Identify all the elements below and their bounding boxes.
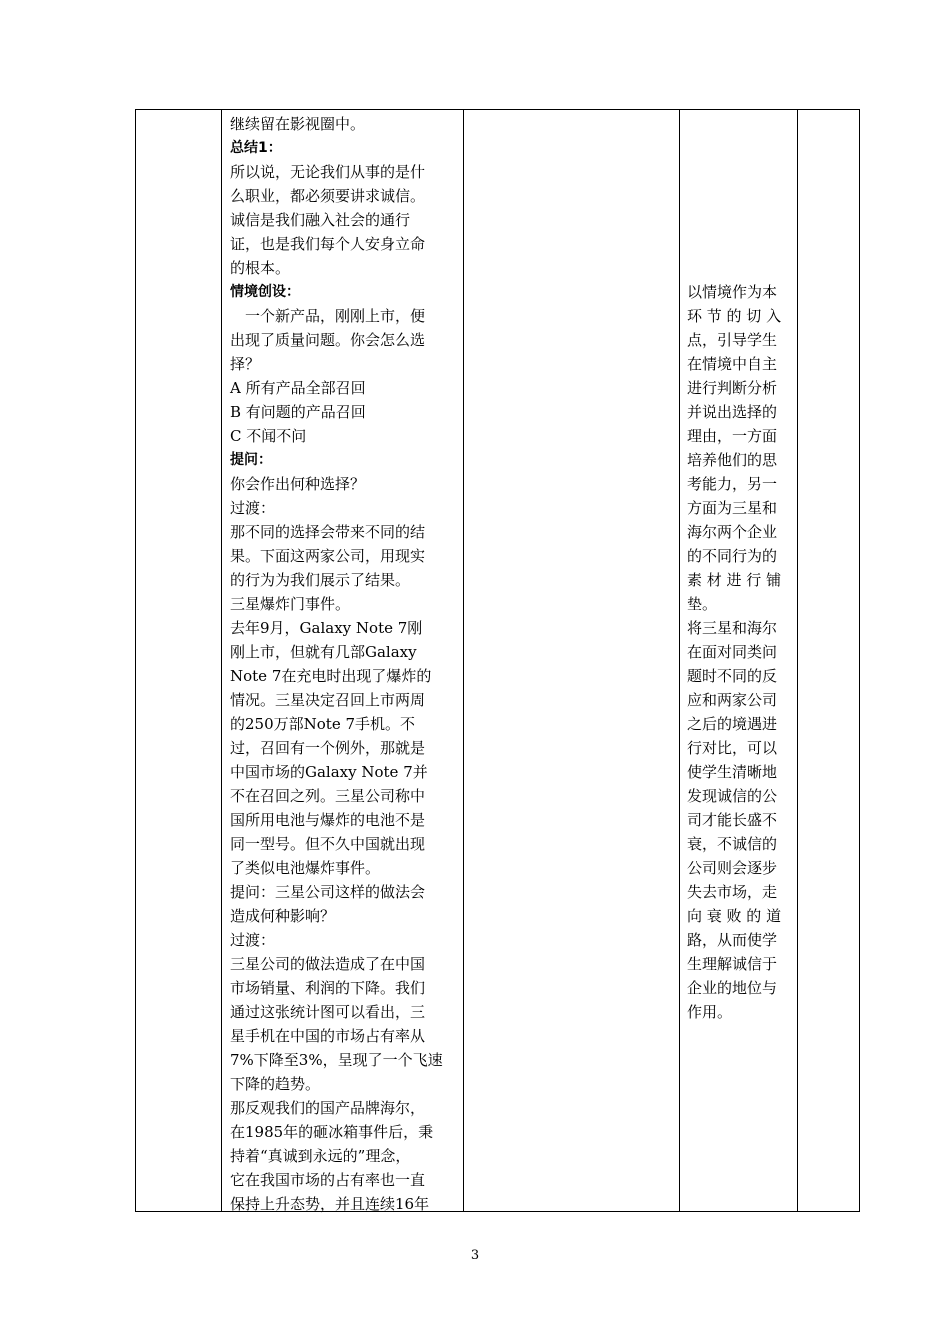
text-line: 将三星和海尔 bbox=[687, 619, 778, 637]
text-line: 么职业，都必须要讲求诚信。 bbox=[230, 187, 426, 205]
text-line: 的不同行为的 bbox=[687, 547, 778, 565]
text-line: 三星公司的做法造成了在中国 bbox=[230, 955, 426, 973]
text-line: 的根本。 bbox=[230, 259, 291, 277]
text-line: 了类似电池爆炸事件。 bbox=[230, 859, 381, 877]
text-line: 培养他们的思 bbox=[687, 451, 778, 469]
text-line: 下降的趋势。 bbox=[230, 1075, 321, 1093]
text-line: 证，也是我们每个人安身立命 bbox=[230, 235, 426, 253]
text-line: 三星爆炸门事件。 bbox=[230, 595, 351, 613]
text-line: 中国市场的Galaxy Note 7并 bbox=[230, 763, 428, 781]
text-line: 司才能长盛不 bbox=[687, 811, 778, 829]
teaching-process-column bbox=[230, 112, 458, 1216]
text-line: 方面为三星和 bbox=[687, 499, 778, 517]
text-line: 国所用电池与爆炸的电池不是 bbox=[230, 811, 426, 829]
text-line: 通过这张统计图可以看出，三 bbox=[230, 1003, 426, 1021]
heading-scenario: 情境创设： bbox=[230, 284, 300, 300]
text-line: 进行判断分析 bbox=[687, 379, 778, 397]
text-line: 行对比，可以 bbox=[687, 739, 778, 757]
text-line: 点，引导学生 bbox=[687, 331, 778, 349]
text-line: 那不同的选择会带来不同的结 bbox=[230, 523, 426, 541]
text-line: 市场销量、利润的下降。我们 bbox=[230, 979, 426, 997]
text-line: 企业的地位与 bbox=[687, 979, 778, 997]
text-line: 所以说，无论我们从事的是什 bbox=[230, 163, 426, 181]
text-line: 发现诚信的公 bbox=[687, 787, 778, 805]
text-line: 继续留在影视圈中。 bbox=[230, 115, 366, 133]
text-line: 题时不同的反 bbox=[687, 667, 778, 685]
text-line: 星手机在中国的市场占有率从 bbox=[230, 1027, 426, 1045]
text-line: 在1985年的砸冰箱事件后，秉 bbox=[230, 1123, 434, 1141]
text-line: 使学生清晰地 bbox=[687, 763, 778, 781]
text-line: 诚信是我们融入社会的通行 bbox=[230, 211, 411, 229]
lesson-plan-table bbox=[135, 109, 860, 1212]
text-line: 刚上市，但就有几部Galaxy bbox=[230, 643, 417, 661]
text-line: 在情境中自主 bbox=[687, 355, 778, 373]
option-b: B 有问题的产品召回 bbox=[230, 403, 366, 421]
page-number: 3 bbox=[470, 1248, 480, 1263]
column-divider bbox=[221, 110, 222, 1211]
text-line: 持着“真诚到永远的”理念， bbox=[230, 1147, 411, 1165]
text-line: 的250万部Note 7手机。不 bbox=[230, 715, 416, 733]
column-divider bbox=[797, 110, 798, 1211]
column-divider bbox=[463, 110, 464, 1211]
text-line: 那反观我们的国产品牌海尔， bbox=[230, 1099, 426, 1117]
text-line: Note 7在充电时出现了爆炸的 bbox=[230, 667, 432, 685]
text-line: 理由，一方面 bbox=[687, 427, 778, 445]
text-line: 在面对同类问 bbox=[687, 643, 778, 661]
text-line: 素 材 进 行 铺 bbox=[687, 571, 782, 589]
text-line: 作用。 bbox=[687, 1003, 733, 1021]
text-line: 它在我国市场的占有率也一直 bbox=[230, 1171, 426, 1189]
text-line: 垫。 bbox=[687, 595, 718, 613]
text-line: 情况。三星决定召回上市两周 bbox=[230, 691, 426, 709]
text-line: 提问：三星公司这样的做法会 bbox=[230, 883, 426, 901]
text-line: 去年9月，Galaxy Note 7刚 bbox=[230, 619, 423, 637]
text-line: 7%下降至3%，呈现了一个飞速 bbox=[230, 1051, 443, 1069]
column-divider bbox=[679, 110, 680, 1211]
text-line: 失去市场，走 bbox=[687, 883, 778, 901]
text-line: 应和两家公司 bbox=[687, 691, 778, 709]
heading-question: 提问： bbox=[230, 452, 272, 468]
text-line: 环 节 的 切 入 bbox=[687, 307, 782, 325]
text-line: 并说出选择的 bbox=[687, 403, 778, 421]
text-line: 过渡： bbox=[230, 931, 276, 949]
text-line: 过，召回有一个例外，那就是 bbox=[230, 739, 426, 757]
text-line: 造成何种影响？ bbox=[230, 907, 336, 925]
text-line: 海尔两个企业 bbox=[687, 523, 778, 541]
text-line: 出现了质量问题。你会怎么选 bbox=[230, 331, 426, 349]
text-line: 一个新产品，刚刚上市，便 bbox=[230, 307, 426, 325]
text-line: 择？ bbox=[230, 355, 261, 373]
text-line: 的行为为我们展示了结果。 bbox=[230, 571, 411, 589]
design-intent-column bbox=[687, 280, 791, 1024]
text-line: 同一型号。但不久中国就出现 bbox=[230, 835, 426, 853]
option-a: A 所有产品全部召回 bbox=[230, 379, 366, 397]
text-line: 向 衰 败 的 道 bbox=[687, 907, 782, 925]
text-line: 之后的境遇进 bbox=[687, 715, 778, 733]
text-line: 果。下面这两家公司，用现实 bbox=[230, 547, 426, 565]
text-line: 过渡： bbox=[230, 499, 276, 517]
text-line: 你会作出何种选择？ bbox=[230, 475, 366, 493]
text-line: 保持上升态势，并且连续16年 bbox=[230, 1195, 430, 1213]
option-c: C 不闻不问 bbox=[230, 427, 307, 445]
heading-summary: 总结1： bbox=[230, 140, 282, 156]
text-line: 衰，不诚信的 bbox=[687, 835, 778, 853]
text-line: 以情境作为本 bbox=[687, 283, 778, 301]
text-line: 公司则会逐步 bbox=[687, 859, 778, 877]
text-line: 不在召回之列。三星公司称中 bbox=[230, 787, 426, 805]
text-line: 考能力，另一 bbox=[687, 475, 778, 493]
text-line: 路，从而使学 bbox=[687, 931, 778, 949]
text-line: 生理解诚信于 bbox=[687, 955, 778, 973]
